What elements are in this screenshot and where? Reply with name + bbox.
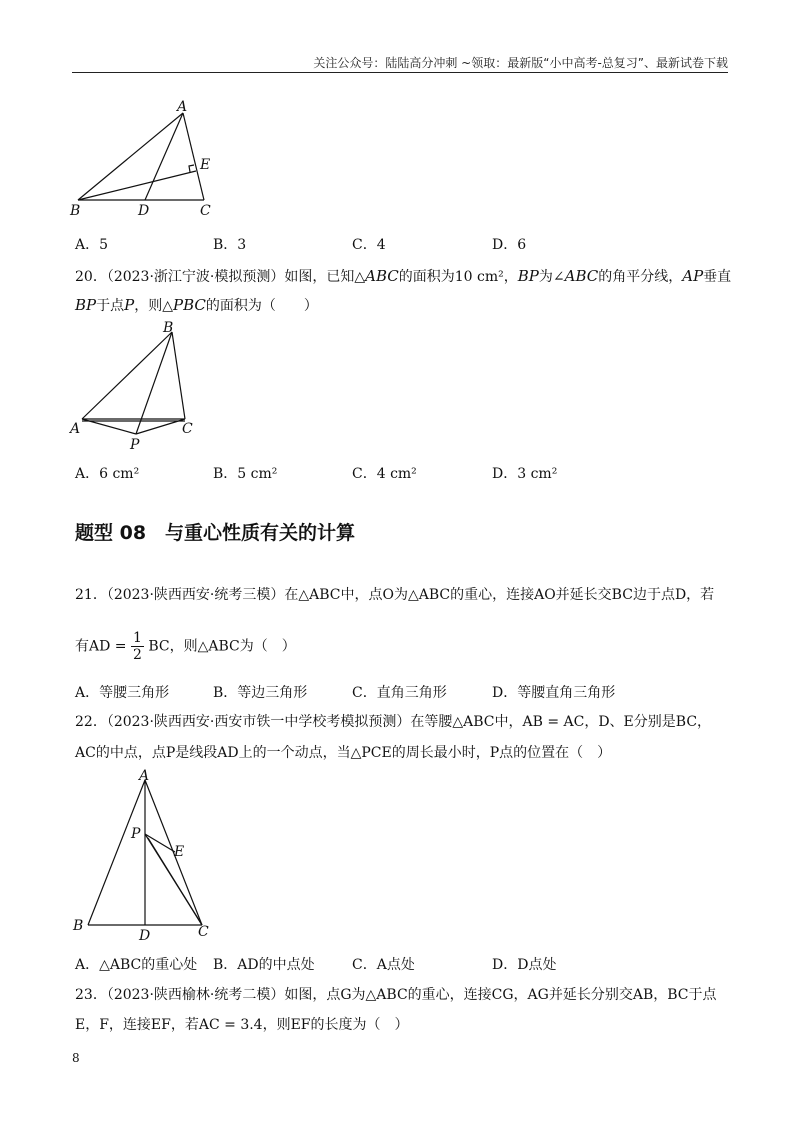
- page-number: 8: [72, 1051, 80, 1065]
- q19-option-a[interactable]: A．5: [75, 237, 109, 253]
- q22-label-p: P: [131, 826, 141, 842]
- q20-option-a[interactable]: A．6 cm²: [75, 466, 140, 482]
- q20-option-c[interactable]: C．4 cm²: [352, 466, 417, 482]
- q20-label-c: C: [182, 421, 193, 437]
- q19-option-c[interactable]: C．4: [352, 237, 386, 253]
- q22-option-d[interactable]: D．D点处: [492, 957, 557, 973]
- q20-figure: [65, 318, 210, 453]
- q20-label-a: A: [70, 421, 81, 437]
- q21-line-1: 21．（2023·陕西西安·统考三模）在△ABC中，点O为△ABC的重心，连接AO并延长交BC边于点D，若: [75, 587, 715, 603]
- q20-option-b[interactable]: B．5 cm²: [213, 466, 278, 482]
- header-divider: [72, 72, 728, 73]
- q21-fraction: $\frac{1}{2}$: [132, 630, 142, 663]
- page-header: 关注公众号：陆陆高分冲刺 ~领取：最新版“小中高考-总复习”、最新试卷下载: [313, 56, 728, 70]
- q22-label-d: D: [139, 928, 151, 944]
- q23-line-2: E，F，连接EF，若AC = 3.4，则EF的长度为（ ）: [75, 1017, 409, 1033]
- q19-option-b[interactable]: B．3: [213, 237, 247, 253]
- q22-option-a[interactable]: A．△ABC的重心处: [75, 957, 198, 973]
- q19-label-b: B: [70, 203, 81, 219]
- q22-option-c[interactable]: C．A点处: [352, 957, 415, 973]
- q20-label-b: B: [163, 320, 174, 336]
- q19-label-c: C: [200, 203, 211, 219]
- q20-line-2: BP于点P，则△PBC的面积为（ ）: [75, 296, 318, 314]
- q22-label-b: B: [73, 918, 84, 934]
- q22-figure: [65, 768, 220, 948]
- q21-option-d[interactable]: D．等腰直角三角形: [492, 685, 616, 701]
- q19-label-a: A: [177, 99, 188, 115]
- q19-label-d: D: [138, 203, 150, 219]
- q21-line-2: 有AD = $\frac{1}{2}$ BC，则△ABC为（ ）: [75, 630, 296, 663]
- q19-figure: [60, 95, 240, 220]
- section-title: 题型 08 与重心性质有关的计算: [75, 522, 356, 544]
- q22-line-1: 22．（2023·陕西西安·西安市铁一中学校考模拟预测）在等腰△ABC中，AB = AC，D、E分别是BC，: [75, 714, 712, 730]
- q20-line-1: 20．（2023·浙江宁波·模拟预测）如图，已知△ABC的面积为10 cm²，BP为∠ABC的角平分线，AP垂直: [75, 267, 732, 285]
- q22-label-a: A: [139, 768, 150, 784]
- q22-label-c: C: [198, 924, 209, 940]
- q21-option-c[interactable]: C．直角三角形: [352, 685, 447, 701]
- q22-line-2: AC的中点，点P是线段AD上的一个动点，当△PCE的周长最小时，P点的位置在（ ）: [75, 745, 612, 761]
- q19-option-d[interactable]: D．6: [492, 237, 527, 253]
- q21-option-b[interactable]: B．等边三角形: [213, 685, 308, 701]
- q23-line-1: 23．（2023·陕西榆林·统考二模）如图，点G为△ABC的重心，连接CG，AG并延长分别交AB，BC于点: [75, 987, 717, 1003]
- q19-label-e: E: [200, 157, 211, 173]
- q20-option-d[interactable]: D．3 cm²: [492, 466, 558, 482]
- q20-label-p: P: [130, 437, 140, 453]
- q22-option-b[interactable]: B．AD的中点处: [213, 957, 315, 973]
- q22-label-e: E: [174, 844, 185, 860]
- q21-option-a[interactable]: A．等腰三角形: [75, 685, 170, 701]
